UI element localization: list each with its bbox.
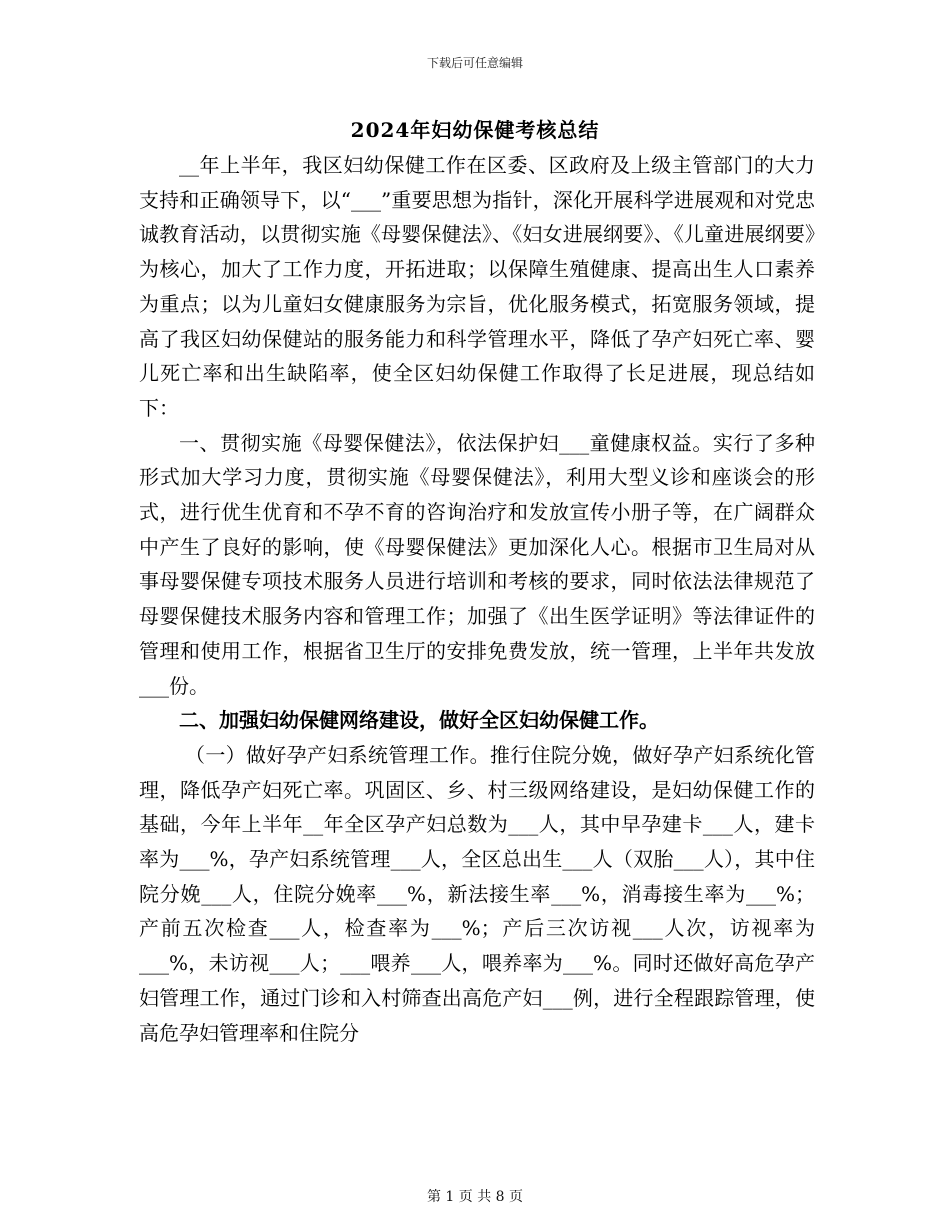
document-title: 2024年妇幼保健考核总结	[350, 118, 600, 142]
heading-section-2: 二、加强妇幼保健网络建设，做好全区妇幼保健工作。	[179, 708, 659, 733]
paragraph-subsection-1: （一）做好孕产妇系统管理工作。推行住院分娩，做好孕产妇系统化管理，降低孕产妇死亡率。巩固区、乡、村三级网络建设，是妇幼保健工作的基础，今年上半年__年全区孕产妇总数为___人，其中早孕建卡___人，建卡率为___%，孕产妇系统管理___人，全区总出生___人（双胎___人），其中住院分娩___人，住院分娩率___%，新法接生率___%，消毒接生率为___%；产前五次检查___人，检查率为___%；产后三次访视___人次，访视率为___%，未访视___人；___喂养___人，喂养率为___%。同时还做好高危孕产妇管理工作，通过门诊和入村筛查出高危产妇___例，进行全程跟踪管理，使高危孕妇管理率和住院分	[139, 742, 815, 1045]
header-note: 下载后可任意编辑	[426, 56, 523, 70]
page-footer: 第 1 页 共 8 页	[426, 1189, 524, 1205]
paragraph-section-1: 一、贯彻实施《母婴保健法》，依法保护妇___童健康权益。实行了多种形式加大学习力度，贯彻实施《母婴保健法》，利用大型义诊和座谈会的形式，进行优生优育和不孕不育的咨询治疗和发放宣传小册子等，在广阔群众中产生了良好的影响，使《母婴保健法》更加深化人心。根据市卫生局对从事母婴保健专项技术服务人员进行培训和考核的要求，同时依法法律规范了母婴保健技术服务内容和管理工作；加强了《出生医学证明》等法律证件的管理和使用工作，根据省卫生厅的安排免费发放，统一管理，上半年共发放___份。	[139, 430, 815, 698]
paragraph-intro: __年上半年，我区妇幼保健工作在区委、区政府及上级主管部门的大力支持和正确领导下，以“___”重要思想为指针，深化开展科学进展观和对党忠诚教育活动，以贯彻实施《母婴保健法》、《妇女进展纲要》、《儿童进展纲要》为核心，加大了工作力度，开拓进取；以保障生殖健康、提高出生人口素养为重点；以为儿童妇女健康服务为宗旨，优化服务模式，拓宽服务领域，提高了我区妇幼保健站的服务能力和科学管理水平，降低了孕产妇死亡率、婴儿死亡率和出生缺陷率，使全区妇幼保健工作取得了长足进展，现总结如下：	[139, 153, 815, 420]
document-body	[139, 148, 815, 1050]
